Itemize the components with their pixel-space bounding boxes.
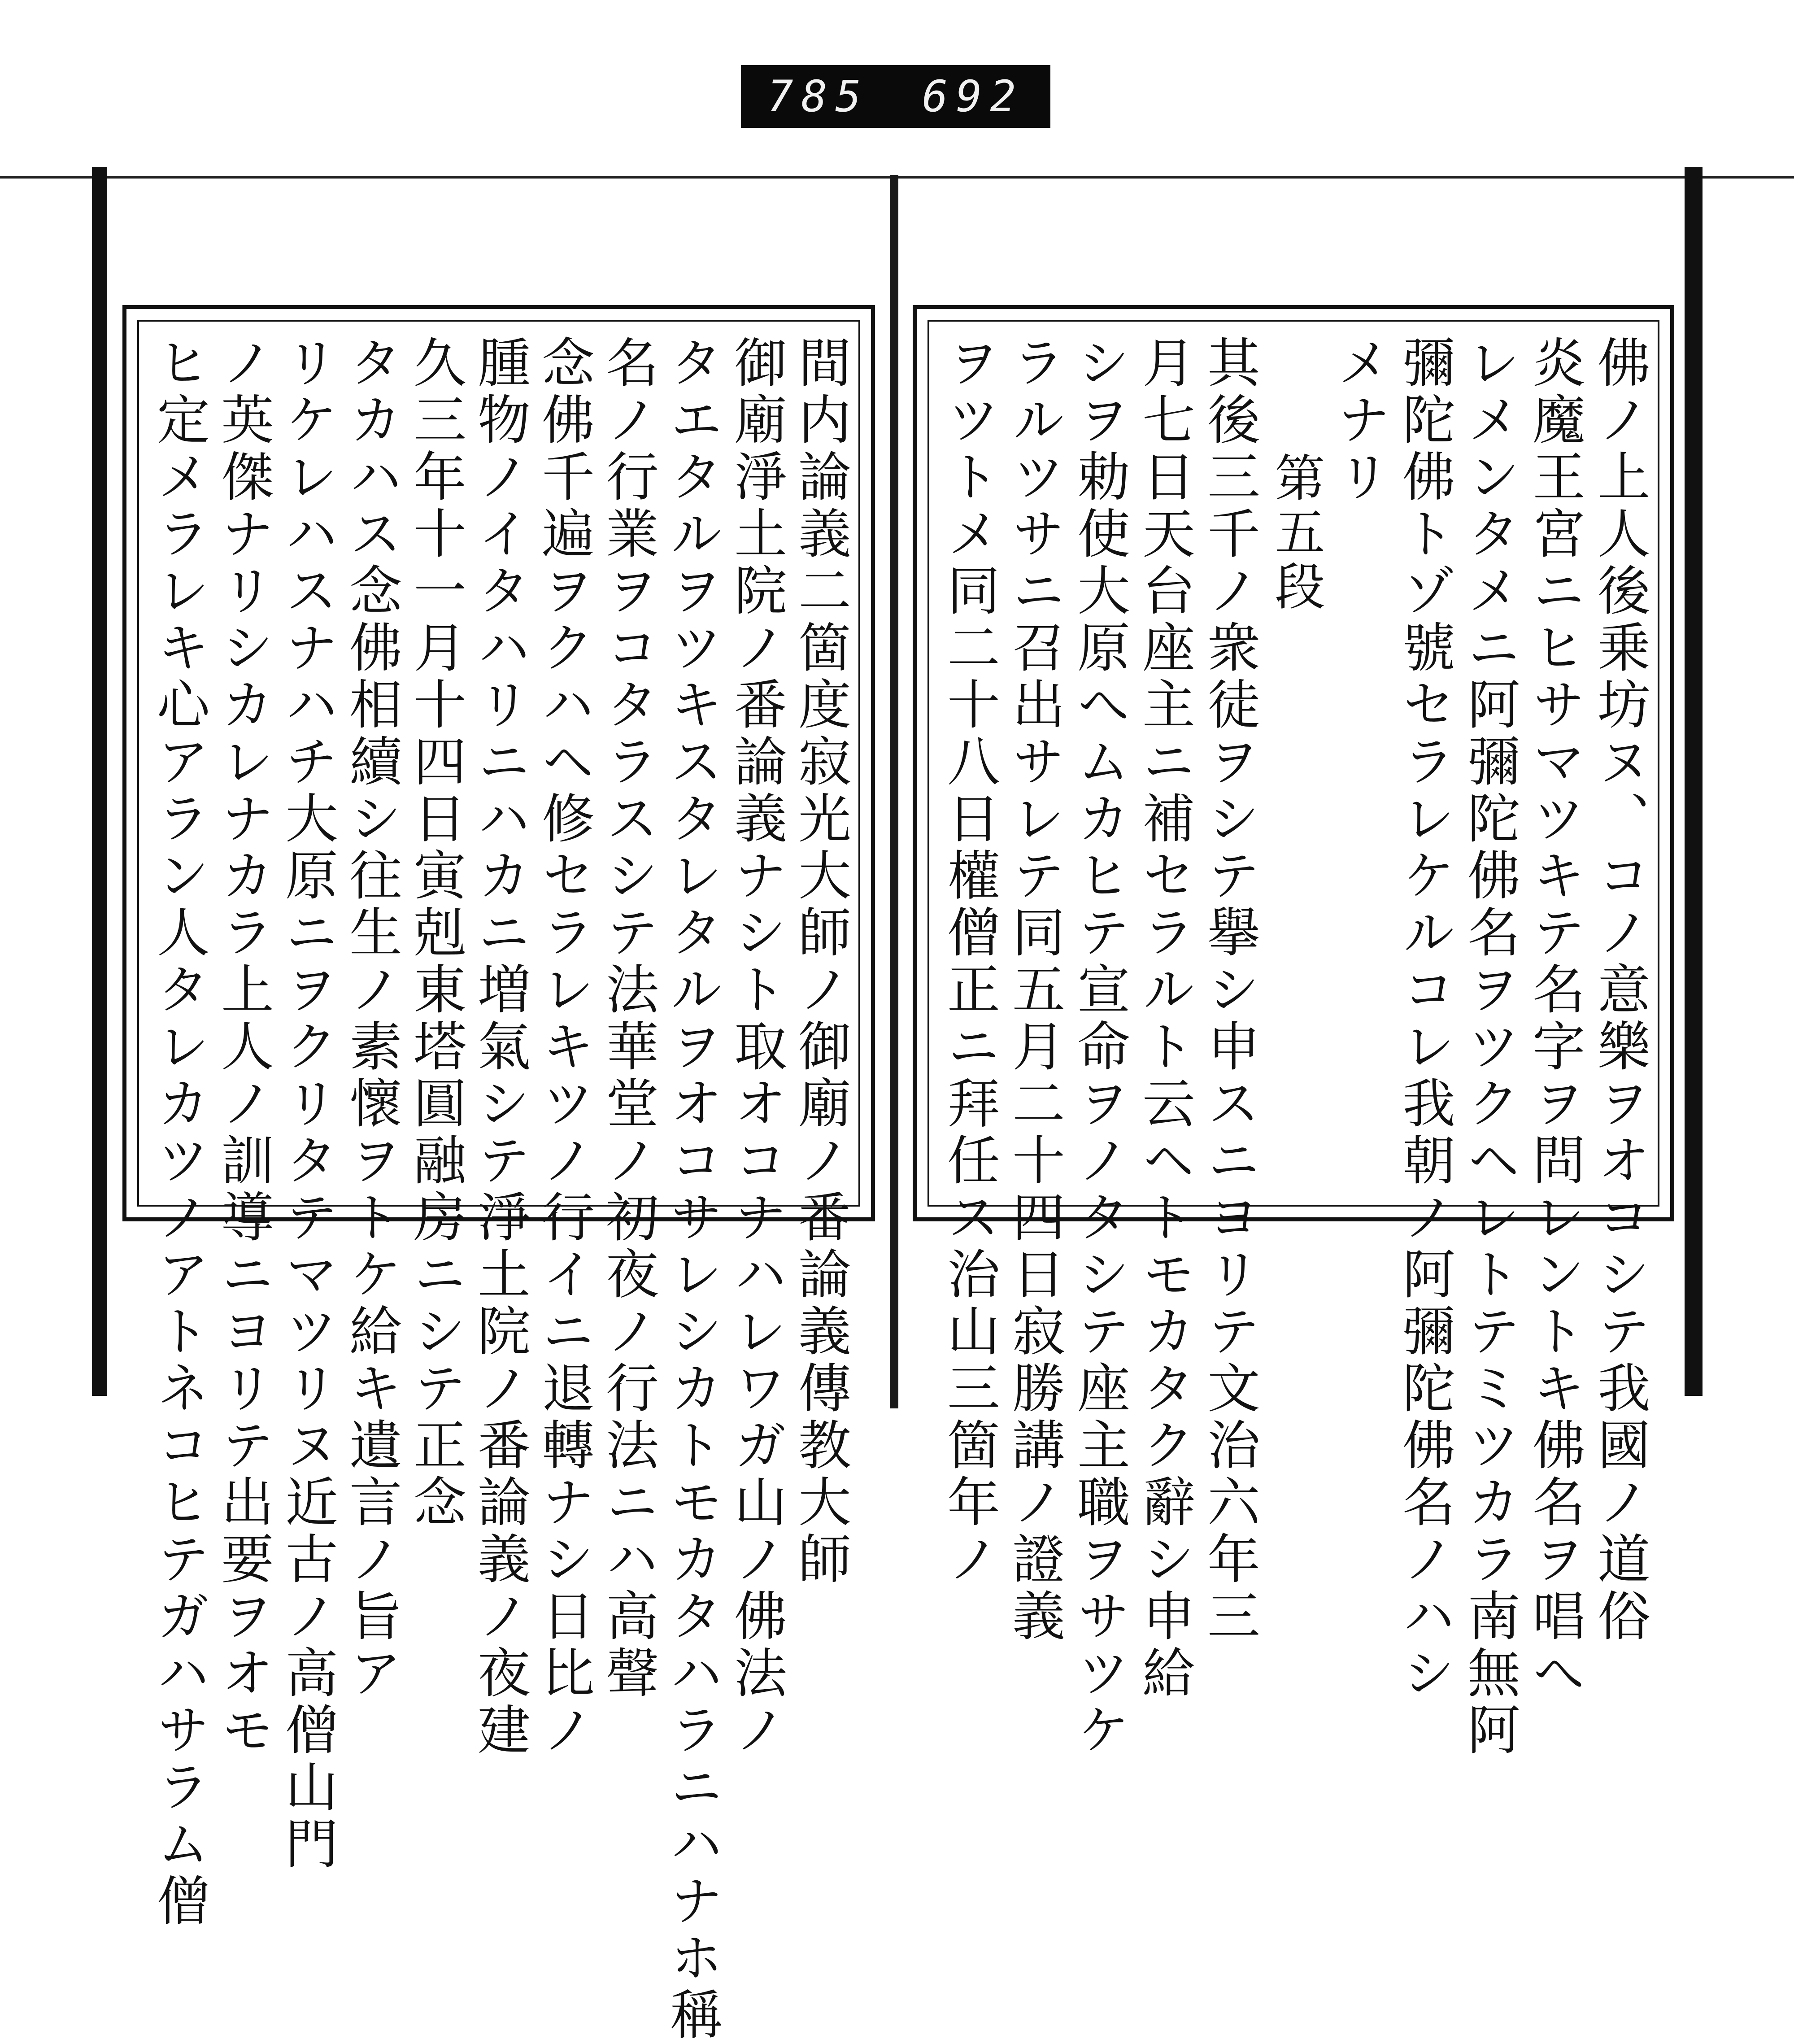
right-column-1: 佛ノ上人後乗坊ヌ、コノ意樂ヲオコシテ我國ノ道俗 xyxy=(1589,335,1650,1645)
left-column-11: ヒ定メラレキ心アラン人タレカツノアトネコヒテガハサラム僧 xyxy=(148,335,210,1930)
left-column-9: リケレハスナハチ大原ニヲクリタテマツリヌ近古ノ高僧山門 xyxy=(276,335,338,1873)
left-column-4: 名ノ行業ヲコタラスシテ法華堂ノ初夜ノ行法ニハ高聲 xyxy=(597,335,659,1702)
right-column-10: ラルツサニ召出サレテ同五月二十四日寂勝講ノ證義 xyxy=(1003,335,1065,1645)
right-column-3: レメンタメニ阿彌陀佛名ヲツクヘレトテミツカラ南無阿 xyxy=(1459,335,1520,1759)
right-column-7: 其後三千ノ衆徒ヲシテ擧シ申スニヨリテ文治六年三 xyxy=(1198,335,1260,1645)
left-page xyxy=(122,305,875,2044)
right-page-frame xyxy=(927,320,1659,1759)
catalog-number-left: 785 xyxy=(767,71,870,122)
left-column-8: タカハス念佛相續シ往生ノ素懷ヲトケ給キ遺言ノ旨ア xyxy=(340,335,402,1702)
book-right-edge xyxy=(1685,167,1703,1396)
left-column-2: 御廟淨土院ノ番論義ナシト取オコナハレワガ山ノ佛法ノ xyxy=(725,335,787,1759)
right-column-5: メナリ xyxy=(1328,335,1390,506)
right-page xyxy=(913,305,1674,1759)
right-column-2: 炎魔王宮ニヒサマツキテ名字ヲ問レントキ佛名ヲ唱へ xyxy=(1524,335,1585,1702)
right-column-4: 彌陀佛トゾ號セラレケルコレ我朝ノ阿彌陀佛名ノハシ xyxy=(1393,335,1455,1702)
left-column-1: 間内論義二箇度寂光大師ノ御廟ノ番論義傳教大師 xyxy=(789,335,851,1588)
left-column-6: 腫物ノイタハリニハカニ増氣シテ淨土院ノ番論義ノ夜建 xyxy=(469,335,531,1759)
left-page-frame xyxy=(137,320,860,2044)
right-column-9: シヲ勅使大原へムカヒテ宣命ヲノタシテ座主職ヲサツケ xyxy=(1068,335,1130,1759)
section-heading: 第五段 xyxy=(1267,452,1325,615)
book-left-edge xyxy=(92,167,107,1396)
left-column-3: タエタルヲツキスタレタルヲオコサレシカトモカタハラニハナホ稱 xyxy=(661,335,723,2044)
left-column-7: 久三年十一月十四日寅剋東塔圓融房ニシテ正念 xyxy=(405,335,466,1531)
left-column-5: 念佛千遍ヲクハヘ修セラレキツノ行イニ退轉ナシ日比ノ xyxy=(533,335,595,1759)
book-spine xyxy=(890,175,898,1408)
right-column-8: 月七日天台座主ニ補セラルト云ヘトモカタク辭シ申給 xyxy=(1133,335,1195,1702)
right-column-11: ヲツトメ同二十八日權僧正ニ拜任ス治山三箇年ノ xyxy=(938,335,1000,1588)
right-page-text xyxy=(938,335,1650,1759)
catalog-number-right: 692 xyxy=(922,71,1024,122)
left-page-text xyxy=(148,335,851,2044)
left-column-10: ノ英傑ナリシカレナカラ上人ノ訓導ニヨリテ出要ヲオモ xyxy=(212,335,274,1759)
catalog-number-label xyxy=(741,65,1050,128)
